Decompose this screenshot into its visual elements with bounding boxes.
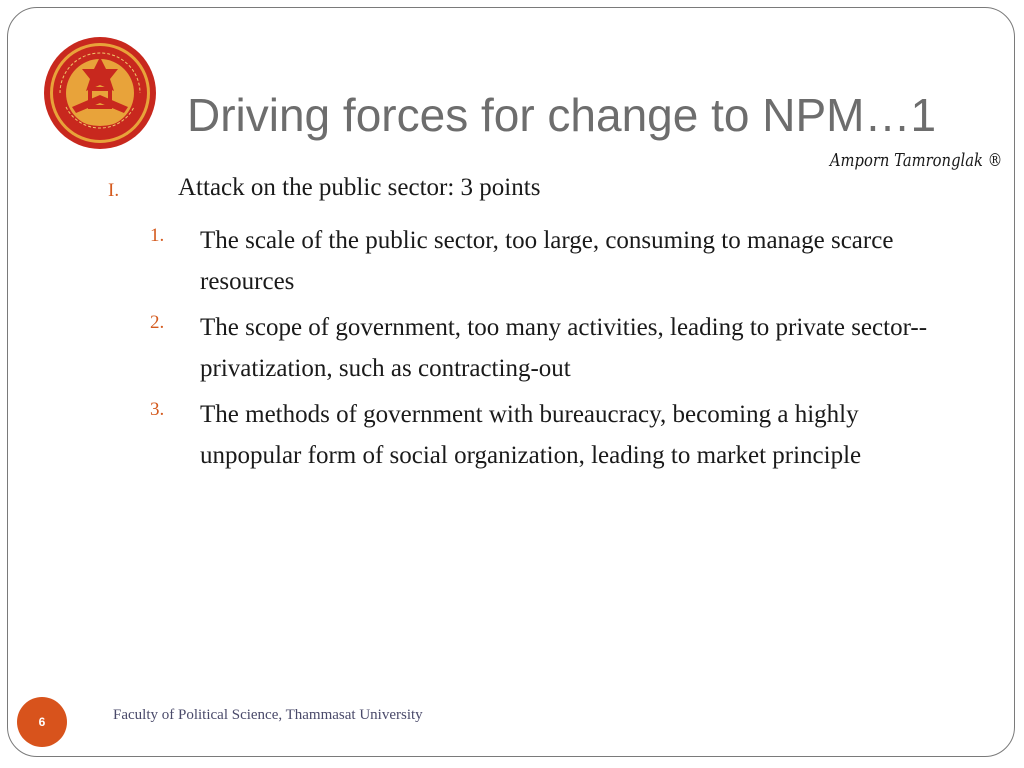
list-item-text: The methods of government with bureaucracy, becoming a highly unpopular form of social organization, leading to market principle bbox=[200, 401, 862, 469]
page-number: 6 bbox=[38, 715, 46, 729]
bullet-text: Attack on the public sector: 3 points bbox=[178, 174, 541, 201]
list-item-marker: 1. bbox=[150, 225, 165, 246]
list-item-marker: 2. bbox=[150, 312, 165, 333]
footer-text: Faculty of Political Science, Thammasat University bbox=[113, 707, 423, 723]
list-item-marker: 3. bbox=[150, 399, 165, 420]
bullet-marker: I. bbox=[108, 180, 120, 201]
slide-title: Driving forces for change to NPM…1 bbox=[187, 89, 937, 141]
page-number-badge bbox=[17, 697, 67, 747]
list-item-text: The scale of the public sector, too large, consuming to manage scarce resources bbox=[200, 227, 894, 295]
list-item-text: The scope of government, too many activities, leading to private sector--privatization, such as contracting-out bbox=[200, 314, 928, 382]
thammasat-university-seal-icon bbox=[42, 35, 158, 151]
author-signature: Amporn Tamronglak ® bbox=[829, 150, 1002, 171]
